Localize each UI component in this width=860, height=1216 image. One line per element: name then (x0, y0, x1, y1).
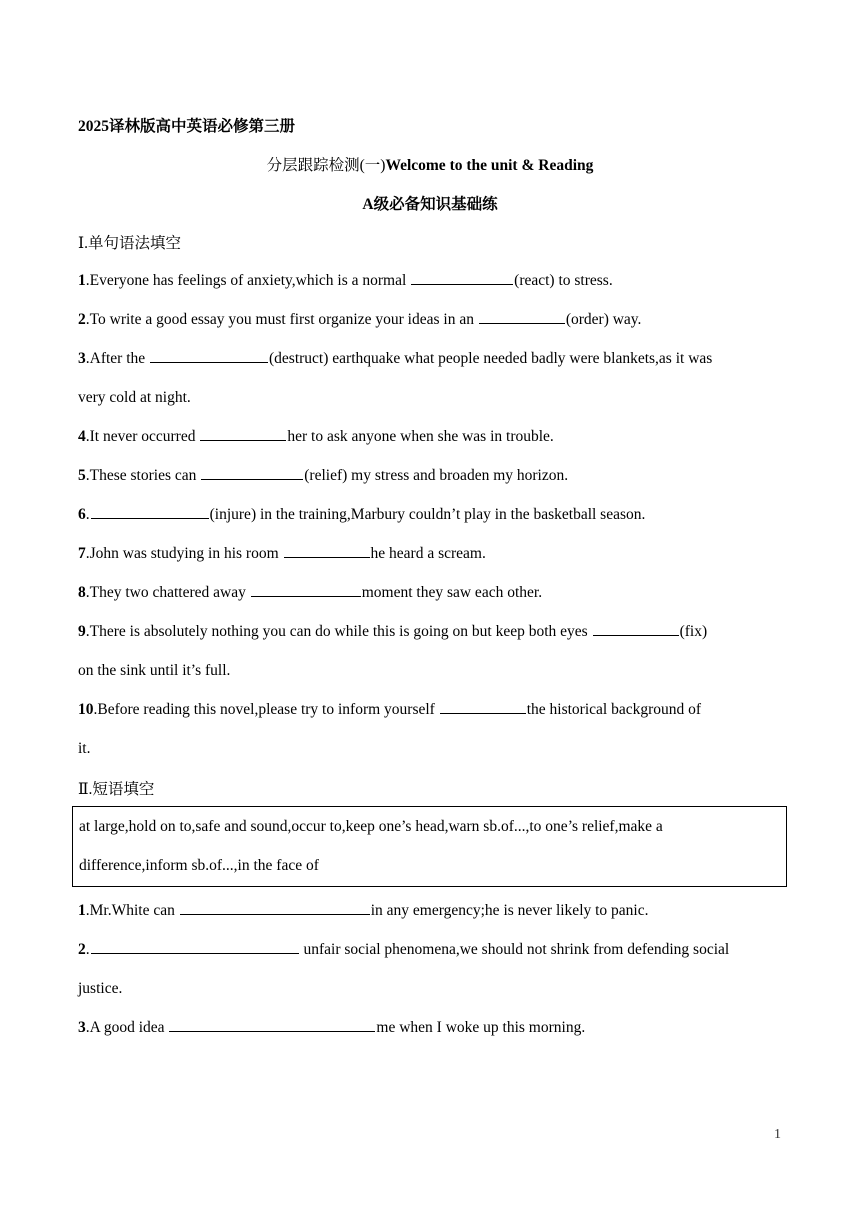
item-text-before: . (85, 941, 90, 958)
grammar-item-7 (78, 534, 783, 573)
phrase-item-1 (78, 891, 783, 930)
item-text-before: .These stories can (85, 467, 201, 484)
answer-blank[interactable] (440, 698, 526, 714)
item-text-before: .A good idea (85, 1019, 169, 1036)
phrase-item-3 (78, 1008, 783, 1047)
item-text-continuation: it. (78, 740, 91, 757)
answer-blank[interactable] (593, 620, 679, 636)
item-number: 2 (78, 311, 86, 328)
item-number: 3 (78, 350, 86, 367)
item-text-before: . (85, 506, 90, 523)
grammar-item-8 (78, 573, 783, 612)
answer-blank[interactable] (251, 581, 361, 597)
item-text-after: (relief) my stress and broaden my horizon. (304, 467, 569, 484)
item-text-after: (injure) in the training,Marbury couldn’t play in the basketball season. (209, 506, 646, 523)
answer-blank[interactable] (201, 464, 303, 480)
item-number: 4 (78, 428, 86, 445)
item-text-before: .To write a good essay you must first organize your ideas in an (85, 311, 478, 328)
item-text-continuation: justice. (78, 980, 123, 997)
grammar-item-4 (78, 417, 783, 456)
grammar-item-3 (78, 339, 783, 417)
answer-blank[interactable] (91, 938, 299, 954)
item-text-continuation: very cold at night. (78, 389, 191, 406)
page-number: 1 (774, 1127, 781, 1142)
item-text-before: .Everyone has feelings of anxiety,which is a normal (85, 272, 411, 289)
item-number: 1 (78, 272, 86, 289)
item-number: 1 (78, 902, 86, 919)
item-text-after: her to ask anyone when she was in trouble. (287, 428, 554, 445)
item-text-after: moment they saw each other. (361, 584, 543, 601)
item-text-after: the historical background of (526, 701, 702, 718)
phrase-bank-line: at large,hold on to,safe and sound,occur to,keep one’s head,warn sb.of...,to one’s relief,make a (79, 818, 663, 835)
section1-heading: Ⅰ.单句语法填空 (78, 235, 181, 252)
item-text-after: (order) way. (565, 311, 642, 328)
item-text-after: (fix) (679, 623, 708, 640)
item-number: 6 (78, 506, 86, 523)
item-text-after: unfair social phenomena,we should not shrink from defending social (299, 941, 730, 958)
section2-heading: Ⅱ.短语填空 (78, 781, 155, 798)
grammar-item-6 (78, 495, 783, 534)
item-number: 7 (78, 545, 86, 562)
subtitle-english: Welcome to the unit & Reading (385, 157, 594, 174)
answer-blank[interactable] (91, 503, 209, 519)
item-text-before: .There is absolutely nothing you can do while this is going on but keep both eyes (85, 623, 592, 640)
answer-blank[interactable] (150, 347, 268, 363)
item-number: 8 (78, 584, 86, 601)
grammar-item-1 (78, 261, 783, 300)
grammar-item-5 (78, 456, 783, 495)
item-text-before: .After the (85, 350, 150, 367)
answer-blank[interactable] (200, 425, 286, 441)
item-text-after: (react) to stress. (514, 272, 613, 289)
answer-blank[interactable] (411, 269, 513, 285)
item-text-after: he heard a scream. (370, 545, 486, 562)
phrase-item-2 (78, 930, 783, 1008)
item-text-after: in any emergency;he is never likely to panic. (370, 902, 649, 919)
item-number: 2 (78, 941, 86, 958)
grammar-item-10 (78, 690, 783, 768)
item-number: 5 (78, 467, 86, 484)
item-text-after: (destruct) earthquake what people needed badly were blankets,as it was (269, 350, 713, 367)
grammar-item-2 (78, 300, 783, 339)
item-text-before: .It never occurred (85, 428, 200, 445)
phrase-bank-box (72, 806, 787, 887)
item-text-after: me when I woke up this morning. (376, 1019, 586, 1036)
item-number: 9 (78, 623, 86, 640)
item-text-continuation: on the sink until it’s full. (78, 662, 231, 679)
answer-blank[interactable] (284, 542, 370, 558)
item-text-before: .John was studying in his room (85, 545, 283, 562)
item-text-before: .They two chattered away (85, 584, 250, 601)
answer-blank[interactable] (169, 1016, 375, 1032)
item-text-before: .Mr.White can (85, 902, 179, 919)
item-number: 3 (78, 1019, 86, 1036)
exercise-subtitle (0, 153, 860, 175)
answer-blank[interactable] (180, 899, 370, 915)
grammar-item-9 (78, 612, 783, 690)
item-text-before: .Before reading this novel,please try to inform yourself (93, 701, 439, 718)
phrase-bank-line: difference,inform sb.of...,in the face of (79, 857, 319, 874)
item-number: 10 (78, 701, 94, 718)
level-title: A级必备知识基础练 (362, 196, 498, 213)
answer-blank[interactable] (479, 308, 565, 324)
document-title: 2025译林版高中英语必修第三册 (78, 118, 296, 135)
subtitle-chinese: 分层跟踪检测(一) (266, 157, 386, 174)
